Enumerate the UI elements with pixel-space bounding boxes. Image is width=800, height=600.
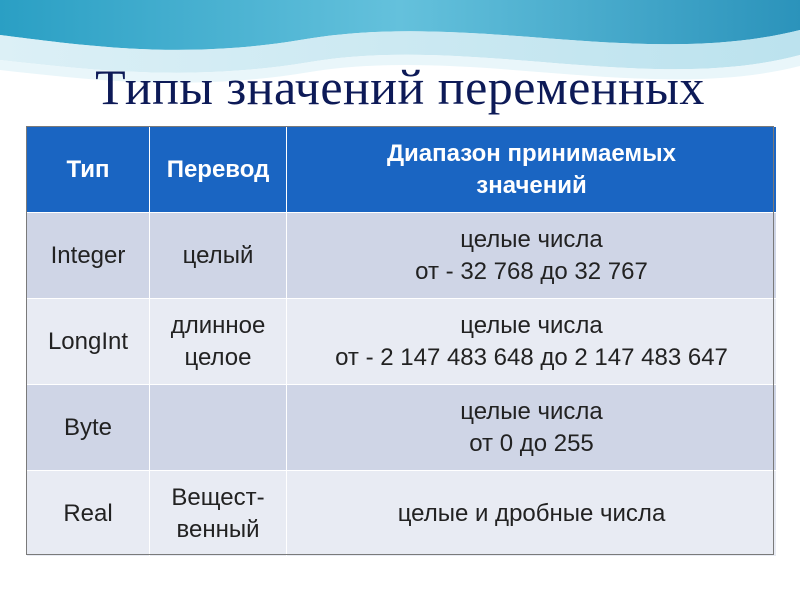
table-row [27,385,777,471]
table-row [27,299,777,385]
cell-range [287,385,777,471]
cell-range [287,213,777,299]
page-title: Типы значений переменных [95,59,705,115]
cell-range [287,471,777,557]
table-row [27,213,777,299]
cell-range-line: от - 2 147 483 648 до 2 147 483 647 [335,343,728,371]
cell-translation-line: венный [176,515,260,543]
header-range [287,127,777,213]
cell-range-line: целые числа [460,397,603,425]
header-type: Тип [27,127,150,213]
cell-translation [150,299,287,385]
variable-types-table [26,126,777,557]
cell-range-line: от - 32 768 до 32 767 [415,257,648,285]
cell-range-line: от 0 до 255 [469,429,594,457]
cell-range-line: целые числа [460,311,603,339]
cell-range [287,299,777,385]
header-translation: Перевод [150,127,287,213]
cell-translation-line: Вещест- [171,483,265,511]
header-range-line: Диапазон принимаемых [386,139,677,167]
cell-translation [150,213,287,299]
cell-type: LongInt [27,299,150,385]
cell-translation [150,385,287,471]
cell-range-line: целые и дробные числа [397,499,666,527]
header-range-line: значений [476,171,587,199]
cell-type: Real [27,471,150,557]
cell-range-line: целые числа [460,225,603,253]
table-row [27,471,777,557]
cell-type: Integer [27,213,150,299]
cell-translation-line: длинное [170,311,266,339]
cell-translation [150,471,287,557]
cell-translation-line: целое [184,343,252,371]
cell-translation-line: целый [182,241,254,269]
cell-type: Byte [27,385,150,471]
table-header-row [27,127,777,213]
